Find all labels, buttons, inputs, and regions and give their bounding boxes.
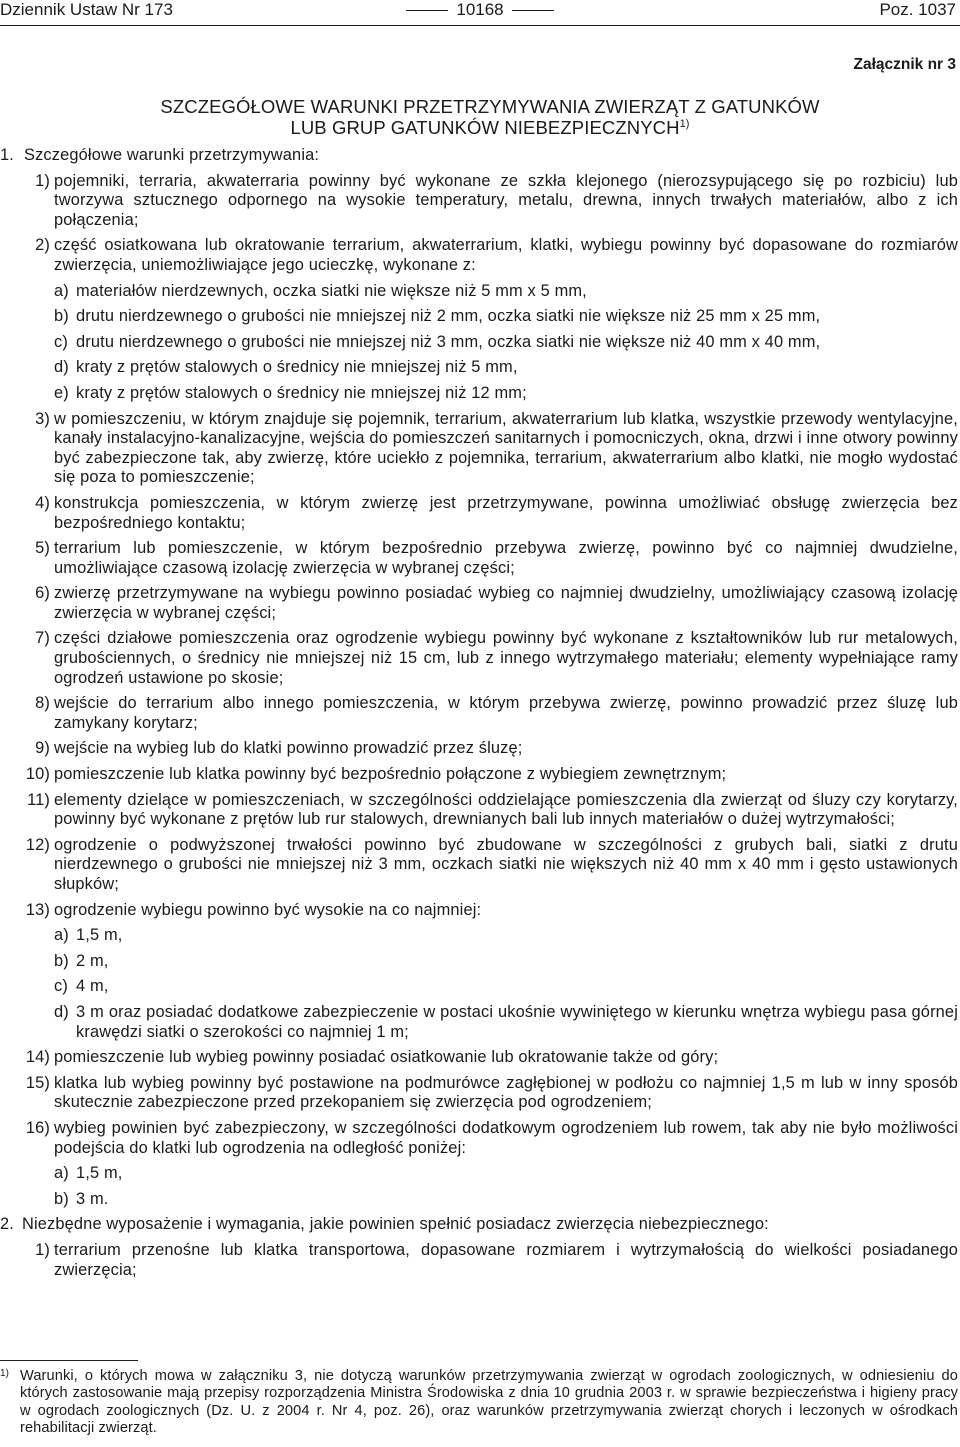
- item-number: 7): [35, 629, 50, 648]
- page-number-block: [385, 0, 575, 20]
- list-item: [0, 791, 958, 830]
- item-number: 1): [35, 1240, 50, 1259]
- item-number: 1): [35, 171, 50, 190]
- title-line-2: [100, 117, 880, 138]
- sub-item-letter: d): [54, 1002, 69, 1021]
- sub-item: [0, 1190, 958, 1210]
- list-item: [0, 410, 958, 488]
- annex-label: Załącznik nr 3: [853, 56, 956, 73]
- sub-item: [0, 282, 958, 302]
- sub-item: [0, 952, 958, 972]
- item-text: pomieszczenie lub klatka powinny być bezpośrednio połączone z wybiegiem zewnętrznym;: [54, 765, 727, 784]
- item-number: 10): [25, 765, 50, 784]
- title-footnote-ref: 1): [679, 118, 690, 130]
- sub-item-letter: a): [54, 1164, 69, 1183]
- page-number: 10168: [456, 0, 504, 19]
- item-text: terrarium lub pomieszczenie, w którym bezpośrednio przebywa zwierzę, powinno być co najmniej dwudzielne, umożliwiające czasową izolację zwierzęcia w wybranej części;: [54, 539, 958, 577]
- sub-item-letter: c): [54, 977, 68, 996]
- item-number: 6): [35, 584, 50, 603]
- item-number: 9): [35, 739, 50, 758]
- section-2-number: 2.: [0, 1215, 14, 1234]
- item-number: 12): [25, 835, 50, 854]
- item-number: 8): [35, 694, 50, 713]
- sub-item-text: 4 m,: [76, 977, 109, 996]
- item-text: klatka lub wybieg powinny być postawione na podmurówce zagłębionej w podłożu co najmniej 1,5 m lub w inny sposób skutecznie zabezpieczone przed przekopaniem się zwierzęcia pod ogrodzeniem;: [54, 1073, 958, 1112]
- sub-item-text: 1,5 m,: [76, 926, 123, 945]
- item-number: 14): [25, 1048, 50, 1067]
- sub-item-text: 2 m,: [76, 951, 109, 970]
- sub-item: [0, 926, 958, 946]
- sub-item: [0, 1003, 958, 1042]
- item-text: część osiatkowana lub okratowanie terrarium, akwaterrarium, klatki, wybiegu powinny być dopasowane do rozmiarów zwierzęcia, uniemożliwiające jego ucieczkę, wykonane z:: [54, 236, 958, 274]
- list-item: [0, 584, 958, 623]
- sub-item: [0, 358, 958, 378]
- item-text: w pomieszczeniu, w którym znajduje się pojemnik, terrarium, akwaterrarium lub klatka, wszystkie przewody wentylacyjne, kanały instalacyjno-kanalizacyjne, wejścia do pomieszczeń sanitarnych i pomocniczych, okna, drzwi i inne otwory powinny być zabezpieczone tak, aby zwierzę, które uciekło z pojemnika, terrarium, akwaterrarium albo klatki, nie mogło wydostać się poza to pomieszczenie;: [54, 409, 958, 487]
- sub-item-letter: b): [54, 951, 69, 970]
- sub-item-letter: d): [54, 358, 69, 377]
- item-text: części działowe pomieszczenia oraz ogrodzenie wybiegu powinny być wykonane z kształtowników lub rur metalowych, grubościennych, o średnicy nie mniejszej niż 15 cm, lub z innego wytrzymałego materiału; elementy wypełniające ramy ogrodzeń ustawione po skosie;: [54, 629, 958, 687]
- title-line-2-text: LUB GRUP GATUNKÓW NIEBEZPIECZNYCH: [290, 117, 680, 138]
- sub-item-letter: b): [54, 307, 69, 326]
- sub-item-letter: e): [54, 383, 69, 402]
- list-item: [0, 629, 958, 688]
- item-number: 15): [25, 1073, 50, 1092]
- item-text: wejście na wybieg lub do klatki powinno prowadzić przez śluzę;: [54, 739, 523, 758]
- list-item: [0, 694, 958, 733]
- document-body: [0, 146, 958, 1286]
- item-number: 2): [35, 236, 50, 255]
- sub-item: [0, 333, 958, 353]
- item-text: pojemniki, terraria, akwaterraria powinny być wykonane ze szkła klejonego (nierozsypującego się po rozbiciu) lub tworzywa sztucznego odpornego na wysokie temperatury, metalu, drewna, innych trwałych materiałów, albo z ich połączenia;: [54, 171, 958, 229]
- list-item: [0, 836, 958, 895]
- item-text: wejście do terrarium albo innego pomieszczenia, w którym przebywa zwierzę, powinno prowadzić przez śluzę lub zamykany korytarz;: [54, 694, 958, 732]
- footnote-rule: [0, 1360, 138, 1361]
- item-number: 16): [25, 1118, 50, 1137]
- sub-item-text: 3 m oraz posiadać dodatkowe zabezpieczenie w postaci ukośnie wywiniętego w kierunku wnętrza wybiegu pasa górnej krawędzi siatki o szerokości co najmniej 1 m;: [76, 1002, 958, 1041]
- sub-item-text: 3 m.: [76, 1189, 109, 1208]
- list-item: [0, 494, 958, 533]
- sub-item-text: 1,5 m,: [76, 1164, 123, 1183]
- header-rule: [0, 25, 960, 26]
- item-text: terrarium przenośne lub klatka transportowa, dopasowane rozmiarem i wytrzymałością do wielkości posiadanego zwierzęcia;: [54, 1240, 958, 1279]
- sub-item: [0, 1164, 958, 1184]
- sub-item-letter: c): [54, 332, 68, 351]
- list-item: [0, 1119, 958, 1158]
- footnote-mark: 1): [0, 1368, 10, 1379]
- list-item: [0, 539, 958, 578]
- sub-item: [0, 384, 958, 404]
- footnote-text: Warunki, o których mowa w załączniku 3, nie dotyczą warunków przetrzymywania zwierząt w ogrodach zoologicznych, w odniesieniu do których zastosowanie mają przepisy rozporządzenia Ministra Środowiska z dnia 10 grudnia 2003 r. w sprawie bezpieczeństwa i higieny pracy w ogrodach zoologicznych (Dz. U. z 2004 r. Nr 4, poz. 26), oraz warunków przetrzymywania zwierząt chorych i leczonych w ośrodkach rehabilitacji zwierząt.: [20, 1368, 958, 1437]
- item-text: ogrodzenie wybiegu powinno być wysokie na co najmniej:: [54, 900, 482, 919]
- sub-item: [0, 977, 958, 997]
- list-item: [0, 1048, 958, 1068]
- dash-right: [512, 10, 554, 11]
- section-1-number: 1.: [0, 146, 14, 164]
- section-1-heading: [0, 146, 958, 166]
- section-2-heading-text: Niezbędne wyposażenie i wymagania, jakie powinien spełnić posiadacz zwierzęcia niebezpiecznego:: [22, 1215, 769, 1234]
- item-text: wybieg powinien być zabezpieczony, w szczególności dodatkowym ogrodzeniem lub rowem, tak aby nie było możliwości podejścia do klatki lub ogrodzenia na odległość poniżej:: [54, 1118, 958, 1157]
- section-2: [0, 1215, 958, 1280]
- item-text: ogrodzenie o podwyższonej trwałości powinno być zbudowane w szczególności z grubych bali, siatki z drutu nierdzewnego o grubości nie mniejszej niż 3 mm, oczkach siatki nie większych niż 40 mm x 40 mm i gęsto ustawionych słupków;: [54, 835, 958, 893]
- item-number: 13): [25, 900, 50, 919]
- list-item: [0, 172, 958, 231]
- item-number: 4): [35, 493, 50, 512]
- title-line-1: SZCZEGÓŁOWE WARUNKI PRZETRZYMYWANIA ZWIERZĄT Z GATUNKÓW: [160, 96, 820, 117]
- sub-item-letter: b): [54, 1189, 69, 1208]
- item-number: 3): [35, 409, 50, 428]
- item-number: 11): [27, 790, 50, 809]
- section-1: [0, 146, 958, 1209]
- section-1-heading-text: Szczegółowe warunki przetrzymywania:: [24, 146, 320, 164]
- dash-left: [406, 10, 448, 11]
- item-text: pomieszczenie lub wybieg powinny posiadać osiatkowanie lub okratowanie także od góry;: [54, 1048, 719, 1067]
- item-number: 5): [35, 539, 50, 558]
- footnote: [0, 1368, 958, 1438]
- sub-item-letter: a): [54, 926, 69, 945]
- sub-item-text: drutu nierdzewnego o grubości nie mniejszej niż 2 mm, oczka siatki nie większe niż 25 mm x 25 mm,: [76, 307, 821, 326]
- sub-item-letter: a): [54, 281, 69, 300]
- item-text: konstrukcja pomieszczenia, w którym zwierzę jest przetrzymywane, powinna umożliwiać obsługę zwierzęcia bez bezpośredniego kontaktu;: [54, 493, 958, 532]
- journal-name: Dziennik Ustaw Nr 173: [0, 0, 173, 19]
- sub-item-text: materiałów nierdzewnych, oczka siatki nie większe niż 5 mm x 5 mm,: [76, 281, 587, 300]
- list-item: [0, 1241, 958, 1280]
- sub-item-text: drutu nierdzewnego o grubości nie mniejszej niż 3 mm, oczka siatki nie większe niż 40 mm x 40 mm,: [76, 332, 821, 351]
- item-text: zwierzę przetrzymywane na wybiegu powinno posiadać wybieg co najmniej dwudzielny, umożliwiający czasową izolację zwierzęcia w wybranej części;: [54, 584, 958, 622]
- position-number: Poz. 1037: [879, 0, 956, 19]
- list-item: [0, 901, 958, 921]
- sub-item-text: kraty z prętów stalowych o średnicy nie mniejszej niż 5 mm,: [76, 358, 518, 377]
- section-2-heading: [0, 1215, 958, 1235]
- item-text: elementy dzielące w pomieszczeniach, w szczególności oddzielające pomieszczenia dla zwierząt od śluzy czy korytarzy, powinny być wykonane z prętów lub rur stalowych, drewnianych bali lub innych materiałów o dużej wytrzymałości;: [54, 790, 958, 829]
- document-title: [100, 96, 880, 138]
- list-item: [0, 1074, 958, 1113]
- running-header: [0, 0, 960, 26]
- list-item: [0, 236, 958, 275]
- list-item: [0, 739, 958, 759]
- sub-item: [0, 307, 958, 327]
- list-item: [0, 765, 958, 785]
- sub-item-text: kraty z prętów stalowych o średnicy nie mniejszej niż 12 mm;: [76, 383, 527, 402]
